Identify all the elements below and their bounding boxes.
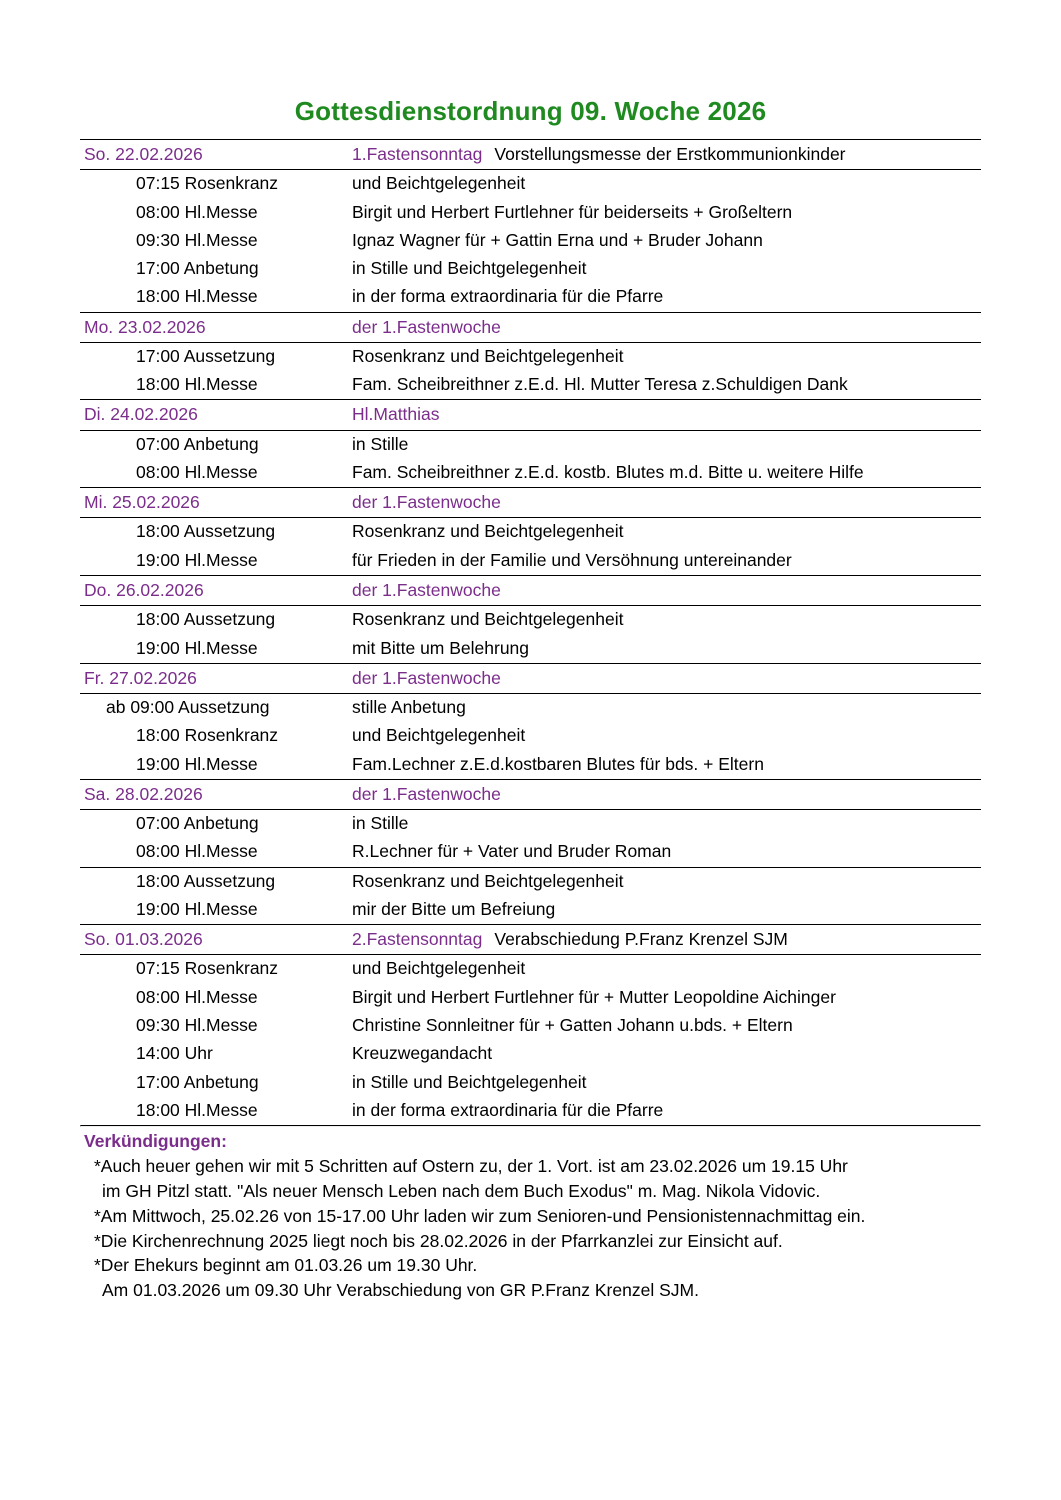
schedule-entry-row <box>80 430 981 459</box>
schedule-entry-row <box>80 1040 981 1068</box>
schedule-day-header <box>80 140 981 170</box>
schedule-day-header <box>80 779 981 809</box>
entry-time: 19:00 Hl.Messe <box>136 753 258 774</box>
day-liturgical-note: 2.Fastensonntag <box>352 929 483 950</box>
entry-description: mit Bitte um Belehrung <box>352 637 530 658</box>
entry-time: 19:00 Hl.Messe <box>136 898 258 919</box>
schedule-entry-row <box>80 1097 981 1125</box>
schedule-entry-row <box>80 635 981 664</box>
entry-description: Fam. Scheibreithner z.E.d. kostb. Blutes m.d. Bitte u. weitere Hilfe <box>352 461 864 482</box>
announcement-line: *Auch heuer gehen wir mit 5 Schritten auf Ostern zu, der 1. Vort. ist am 23.02.2026 um 19.15 Uhr <box>94 1156 848 1177</box>
entry-time: 07:00 Anbetung <box>136 433 259 454</box>
day-date <box>80 312 352 342</box>
schedule-entry-row <box>80 342 981 371</box>
entry-time: 09:30 Hl.Messe <box>136 229 258 250</box>
schedule-entry-row <box>80 810 981 839</box>
schedule-entry-row <box>80 1012 981 1040</box>
schedule-day-header <box>80 312 981 342</box>
day-date-label: Mo. 23.02.2026 <box>84 316 206 337</box>
day-special-event: Vorstellungsmesse der Erstkommunionkinder <box>494 144 846 164</box>
day-liturgical-note: 1.Fastensonntag <box>352 144 483 164</box>
entry-description: Kreuzwegandacht <box>352 1043 493 1064</box>
day-liturgical-note: der 1.Fastenwoche <box>352 579 501 600</box>
day-liturgical-note: der 1.Fastenwoche <box>352 783 501 804</box>
day-date <box>80 575 352 605</box>
day-date-label: Do. 26.02.2026 <box>84 579 204 600</box>
entry-time: 09:30 Hl.Messe <box>136 1014 258 1035</box>
schedule-entry-row <box>80 170 981 199</box>
schedule-day-header <box>80 400 981 430</box>
day-note-cell <box>352 140 981 170</box>
entry-time: 14:00 Uhr <box>136 1043 213 1064</box>
day-date <box>80 779 352 809</box>
schedule-day-header <box>80 663 981 693</box>
day-date-label: Di. 24.02.2026 <box>84 404 198 425</box>
entry-description: in Stille <box>352 433 409 454</box>
entry-time: 07:00 Anbetung <box>136 813 259 834</box>
entry-time: ab 09:00 Aussetzung <box>106 697 270 718</box>
schedule-day-header <box>80 925 981 955</box>
schedule-entry-row <box>80 984 981 1012</box>
entry-description: Rosenkranz und Beichtgelegenheit <box>352 870 624 891</box>
schedule-entry-row <box>80 896 981 925</box>
day-special-event: Verabschiedung P.Franz Krenzel SJM <box>494 929 788 950</box>
schedule-entry-row <box>80 751 981 780</box>
day-note-cell <box>352 779 981 809</box>
day-date-label: Sa. 28.02.2026 <box>84 783 203 804</box>
schedule-entry-row <box>80 606 981 635</box>
entry-description: Fam.Lechner z.E.d.kostbaren Blutes für bds. + Eltern <box>352 753 764 774</box>
entry-time: 17:00 Anbetung <box>136 258 259 279</box>
entry-description: in Stille und Beichtgelegenheit <box>352 1071 587 1092</box>
entry-time: 18:00 Aussetzung <box>136 609 276 630</box>
entry-time: 08:00 Hl.Messe <box>136 201 258 222</box>
day-date <box>80 400 352 430</box>
schedule-entry-row <box>80 518 981 547</box>
entry-time: 18:00 Aussetzung <box>136 521 276 542</box>
announcement-line: Am 01.03.2026 um 09.30 Uhr Verabschiedung von GR P.Franz Krenzel SJM. <box>102 1280 699 1301</box>
entry-description: Birgit und Herbert Furtlehner für + Mutter Leopoldine Aichinger <box>352 986 836 1007</box>
schedule-entry-row <box>80 838 981 867</box>
entry-description: Rosenkranz und Beichtgelegenheit <box>352 521 624 542</box>
day-date-label: Mi. 25.02.2026 <box>84 492 200 513</box>
announcement-line: *Die Kirchenrechnung 2025 liegt noch bis 28.02.2026 in der Pfarrkanzlei zur Einsicht auf. <box>94 1230 783 1251</box>
entry-time: 18:00 Hl.Messe <box>136 1099 258 1120</box>
day-liturgical-note: der 1.Fastenwoche <box>352 667 501 688</box>
entry-time: 07:15 Rosenkranz <box>136 173 279 194</box>
schedule-entry-row <box>80 1069 981 1097</box>
day-date <box>80 663 352 693</box>
day-date <box>80 140 352 170</box>
schedule-entry-row <box>80 227 981 255</box>
schedule-entry-row <box>80 199 981 227</box>
entry-description: mir der Bitte um Befreiung <box>352 898 556 919</box>
entry-time: 08:00 Hl.Messe <box>136 986 258 1007</box>
schedule-entry-row <box>80 283 981 312</box>
entry-time: 18:00 Aussetzung <box>136 870 276 891</box>
entry-description: Fam. Scheibreithner z.E.d. Hl. Mutter Teresa z.Schuldigen Dank <box>352 374 848 395</box>
day-note-cell <box>352 400 981 430</box>
day-note-cell <box>352 663 981 693</box>
day-liturgical-note: der 1.Fastenwoche <box>352 492 501 513</box>
entry-description: und Beichtgelegenheit <box>352 173 526 194</box>
day-date <box>80 488 352 518</box>
schedule-entry-row <box>80 459 981 488</box>
entry-description: in Stille <box>352 813 409 834</box>
entry-time: 17:00 Aussetzung <box>136 345 276 366</box>
entry-description: für Frieden in der Familie und Versöhnung untereinander <box>352 549 792 570</box>
entry-time: 18:00 Rosenkranz <box>136 725 279 746</box>
day-liturgical-note: Hl.Matthias <box>352 404 440 425</box>
schedule-entry-row <box>80 371 981 400</box>
schedule-bottom-divider <box>80 1125 981 1127</box>
announcements-section <box>80 1131 981 1303</box>
schedule-entry-row <box>80 868 981 896</box>
schedule-entry-row <box>80 722 981 750</box>
entry-time: 08:00 Hl.Messe <box>136 841 258 862</box>
announcement-line: im GH Pitzl statt. "Als neuer Mensch Leben nach dem Buch Exodus" m. Mag. Nikola Vidovic. <box>102 1180 821 1201</box>
entry-description: Rosenkranz und Beichtgelegenheit <box>352 609 624 630</box>
day-note-cell <box>352 488 981 518</box>
entry-description: in Stille und Beichtgelegenheit <box>352 258 587 279</box>
entry-time: 08:00 Hl.Messe <box>136 461 258 482</box>
entry-time: 07:15 Rosenkranz <box>136 958 279 979</box>
schedule-entry-row <box>80 955 981 984</box>
entry-description: R.Lechner für + Vater und Bruder Roman <box>352 841 672 862</box>
entry-description: Birgit und Herbert Furtlehner für beiderseits + Großeltern <box>352 201 793 222</box>
day-note-cell <box>352 312 981 342</box>
entry-description: Ignaz Wagner für + Gattin Erna und + Bruder Johann <box>352 229 763 250</box>
entry-description: in der forma extraordinaria für die Pfarre <box>352 1099 664 1120</box>
entry-description: Rosenkranz und Beichtgelegenheit <box>352 345 624 366</box>
service-schedule-table <box>80 139 981 1125</box>
day-date-label: So. 01.03.2026 <box>84 929 203 950</box>
day-note-cell <box>352 925 981 955</box>
announcements-title: Verkündigungen: <box>84 1131 227 1152</box>
schedule-entry-row <box>80 547 981 576</box>
entry-time: 19:00 Hl.Messe <box>136 637 258 658</box>
entry-time: 17:00 Anbetung <box>136 1071 259 1092</box>
day-date <box>80 925 352 955</box>
schedule-day-header <box>80 488 981 518</box>
entry-description: stille Anbetung <box>352 697 466 718</box>
schedule-day-header <box>80 575 981 605</box>
schedule-entry-row <box>80 255 981 283</box>
day-date-label: So. 22.02.2026 <box>84 144 203 164</box>
day-liturgical-note: der 1.Fastenwoche <box>352 316 501 337</box>
entry-description: und Beichtgelegenheit <box>352 725 526 746</box>
entry-description: Christine Sonnleitner für + Gatten Johann u.bds. + Eltern <box>352 1014 793 1035</box>
entry-time: 18:00 Hl.Messe <box>136 286 258 307</box>
entry-description: in der forma extraordinaria für die Pfarre <box>352 286 664 307</box>
day-note-cell <box>352 575 981 605</box>
page-title: Gottesdienstordnung 09. Woche 2026 <box>294 96 767 126</box>
day-date-label: Fr. 27.02.2026 <box>84 667 197 688</box>
entry-time: 18:00 Hl.Messe <box>136 374 258 395</box>
announcement-line: *Am Mittwoch, 25.02.26 von 15-17.00 Uhr laden wir zum Senioren-und Pensionistennachmittag ein. <box>94 1205 866 1226</box>
entry-description: und Beichtgelegenheit <box>352 958 526 979</box>
announcement-line: *Der Ehekurs beginnt am 01.03.26 um 19.30 Uhr. <box>94 1255 478 1276</box>
entry-time: 19:00 Hl.Messe <box>136 549 258 570</box>
schedule-entry-row <box>80 694 981 723</box>
